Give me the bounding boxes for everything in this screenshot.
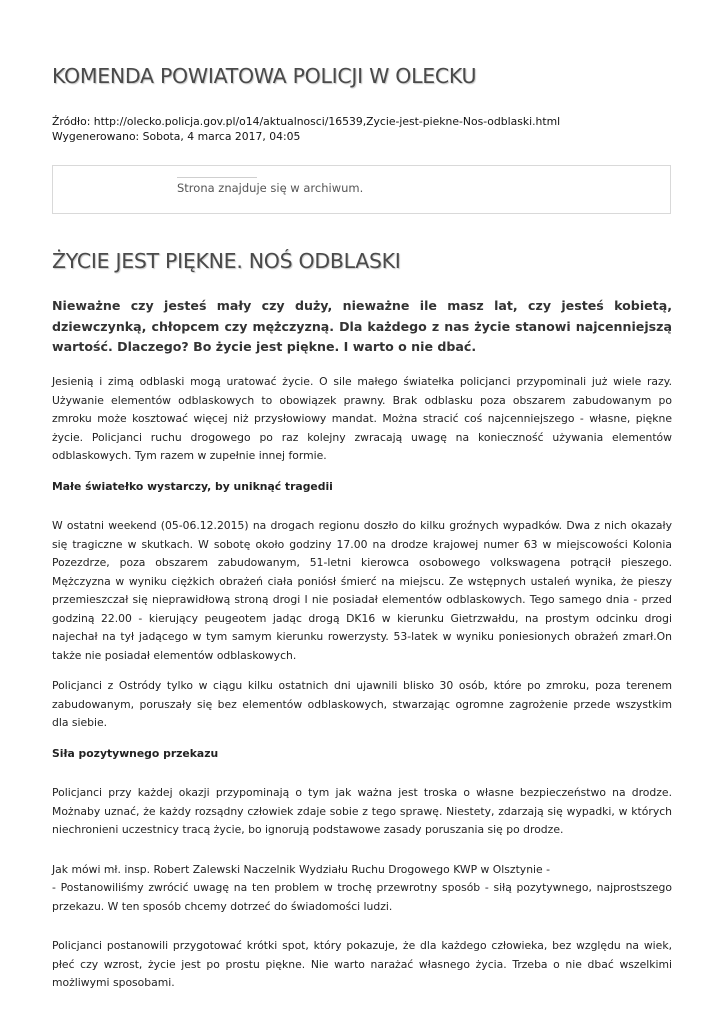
paragraph: Policjanci przy każdej okazji przypominają o tym jak ważna jest troska o własne bezpieczeństwo na drodze. Możnaby uznać, że każdy rozsądny człowiek zdaje sobie z tego sprawę. Niestety, zdarzają się wypadki, w których niechronieni uczestnicy tracą życie, bo ignorują podstawowe zasady poruszania się po drodze. xyxy=(52,786,672,836)
paragraph: Jesienią i zimą odblaski mogą uratować życie. O sile małego światełka policjanci przypominali już wiele razy. Używanie elementów odblaskowych to obowiązek prawny. Brak odblasku poza obszarem zabudowanym po zmroku może kosztować więcej niż przysłowiowy mandat. Można stracić coś najcenniejszego - własne, piękne życie. Policjanci ruchu drogowego po raz kolejny zwracają uwagę na konieczność używania elementów odblaskowych. Tym razem w zupełnie innej formie. xyxy=(52,375,672,462)
section-heading: Małe światełko wystarczy, by uniknąć tragedii xyxy=(52,479,333,493)
paragraph: W ostatni weekend (05-06.12.2015) na drogach regionu doszło do kilku groźnych wypadków. Dwa z nich okazały się tragiczne w skutkach. W sobotę około godziny 17.00 na drodze krajowej numer 63 w miejscowości Kolonia Pozezdrze, poza obszarem zabudowanym, 51-letni kierowca osobowego volkswagena potrącił pieszego. Mężczyzna w wyniku ciężkich obrażeń ciała poniósł śmierć na miejscu. Ze wstępnych ustaleń wynika, że pieszy przemieszczał się nieprawidłową stroną drogi I nie posiadał elementów odblaskowych. Tego samego dnia - przed godziną 22.00 - kierujący peugeotem jadąc drogą DK16 w kierunku Gietrzwałdu, na prostym odcinku drogi najechał na tył jadącego w tym samym kierunku rowerzysty. 53-latek w wyniku poniesionych obrażeń zmarł.On także nie posiadał elementów odblaskowych. xyxy=(52,519,672,662)
section-heading: Siła pozytywnego przekazu xyxy=(52,746,219,760)
generated-date: Wygenerowano: Sobota, 4 marca 2017, 04:05 xyxy=(52,130,301,143)
document-meta xyxy=(52,114,560,144)
paragraph: Policjanci z Ostródy tylko w ciągu kilku ostatnich dni ujawnili blisko 30 osób, które po zmroku, poza terenem zabudowanym, poruszały się bez elementów odblaskowych, stwarzając ogromne zagrożenie przede wszystkim dla siebie. xyxy=(52,679,672,729)
article-body xyxy=(52,373,672,993)
archive-notice: Strona znajduje się w archiwum. xyxy=(177,181,364,195)
archive-divider xyxy=(177,177,257,178)
site-title: KOMENDA POWIATOWA POLICJI W OLECKU xyxy=(52,64,477,88)
article-lead: Nieważne czy jesteś mały czy duży, nieważne ile masz lat, czy jesteś kobietą, dziewczynką, chłopcem czy mężczyzną. Dla każdego z nas życie stanowi najcenniejszą wartość. Dlaczego? Bo życie jest piękne. I warto o nie dbać. xyxy=(52,298,672,354)
source-url: Źródło: http://olecko.policja.gov.pl/o14/aktualnosci/16539,Zycie-jest-piekne-Nos-odblaski.html xyxy=(52,115,561,128)
paragraph-line: Jak mówi mł. insp. Robert Zalewski Naczelnik Wydziału Ruchu Drogowego KWP w Olsztynie - xyxy=(52,862,551,876)
paragraph: Policjanci postanowili przygotować krótki spot, który pokazuje, że dla każdego człowieka, bez względu na wiek, płeć czy wzrost, życie jest po prostu piękne. Nie warto narażać własnego życia. Trzeba o nie dbać wszelkimi możliwymi sposobami. xyxy=(52,939,672,989)
archive-notice-box xyxy=(52,165,671,214)
paragraph: - Postanowiliśmy zwrócić uwagę na ten problem w trochę przewrotny sposób - siłą pozytywnego, najprostszego przekazu. W ten sposób chcemy dotrzeć do świadomości ludzi. xyxy=(52,881,672,913)
article-title: ŻYCIE JEST PIĘKNE. NOŚ ODBLASKI xyxy=(52,249,401,273)
